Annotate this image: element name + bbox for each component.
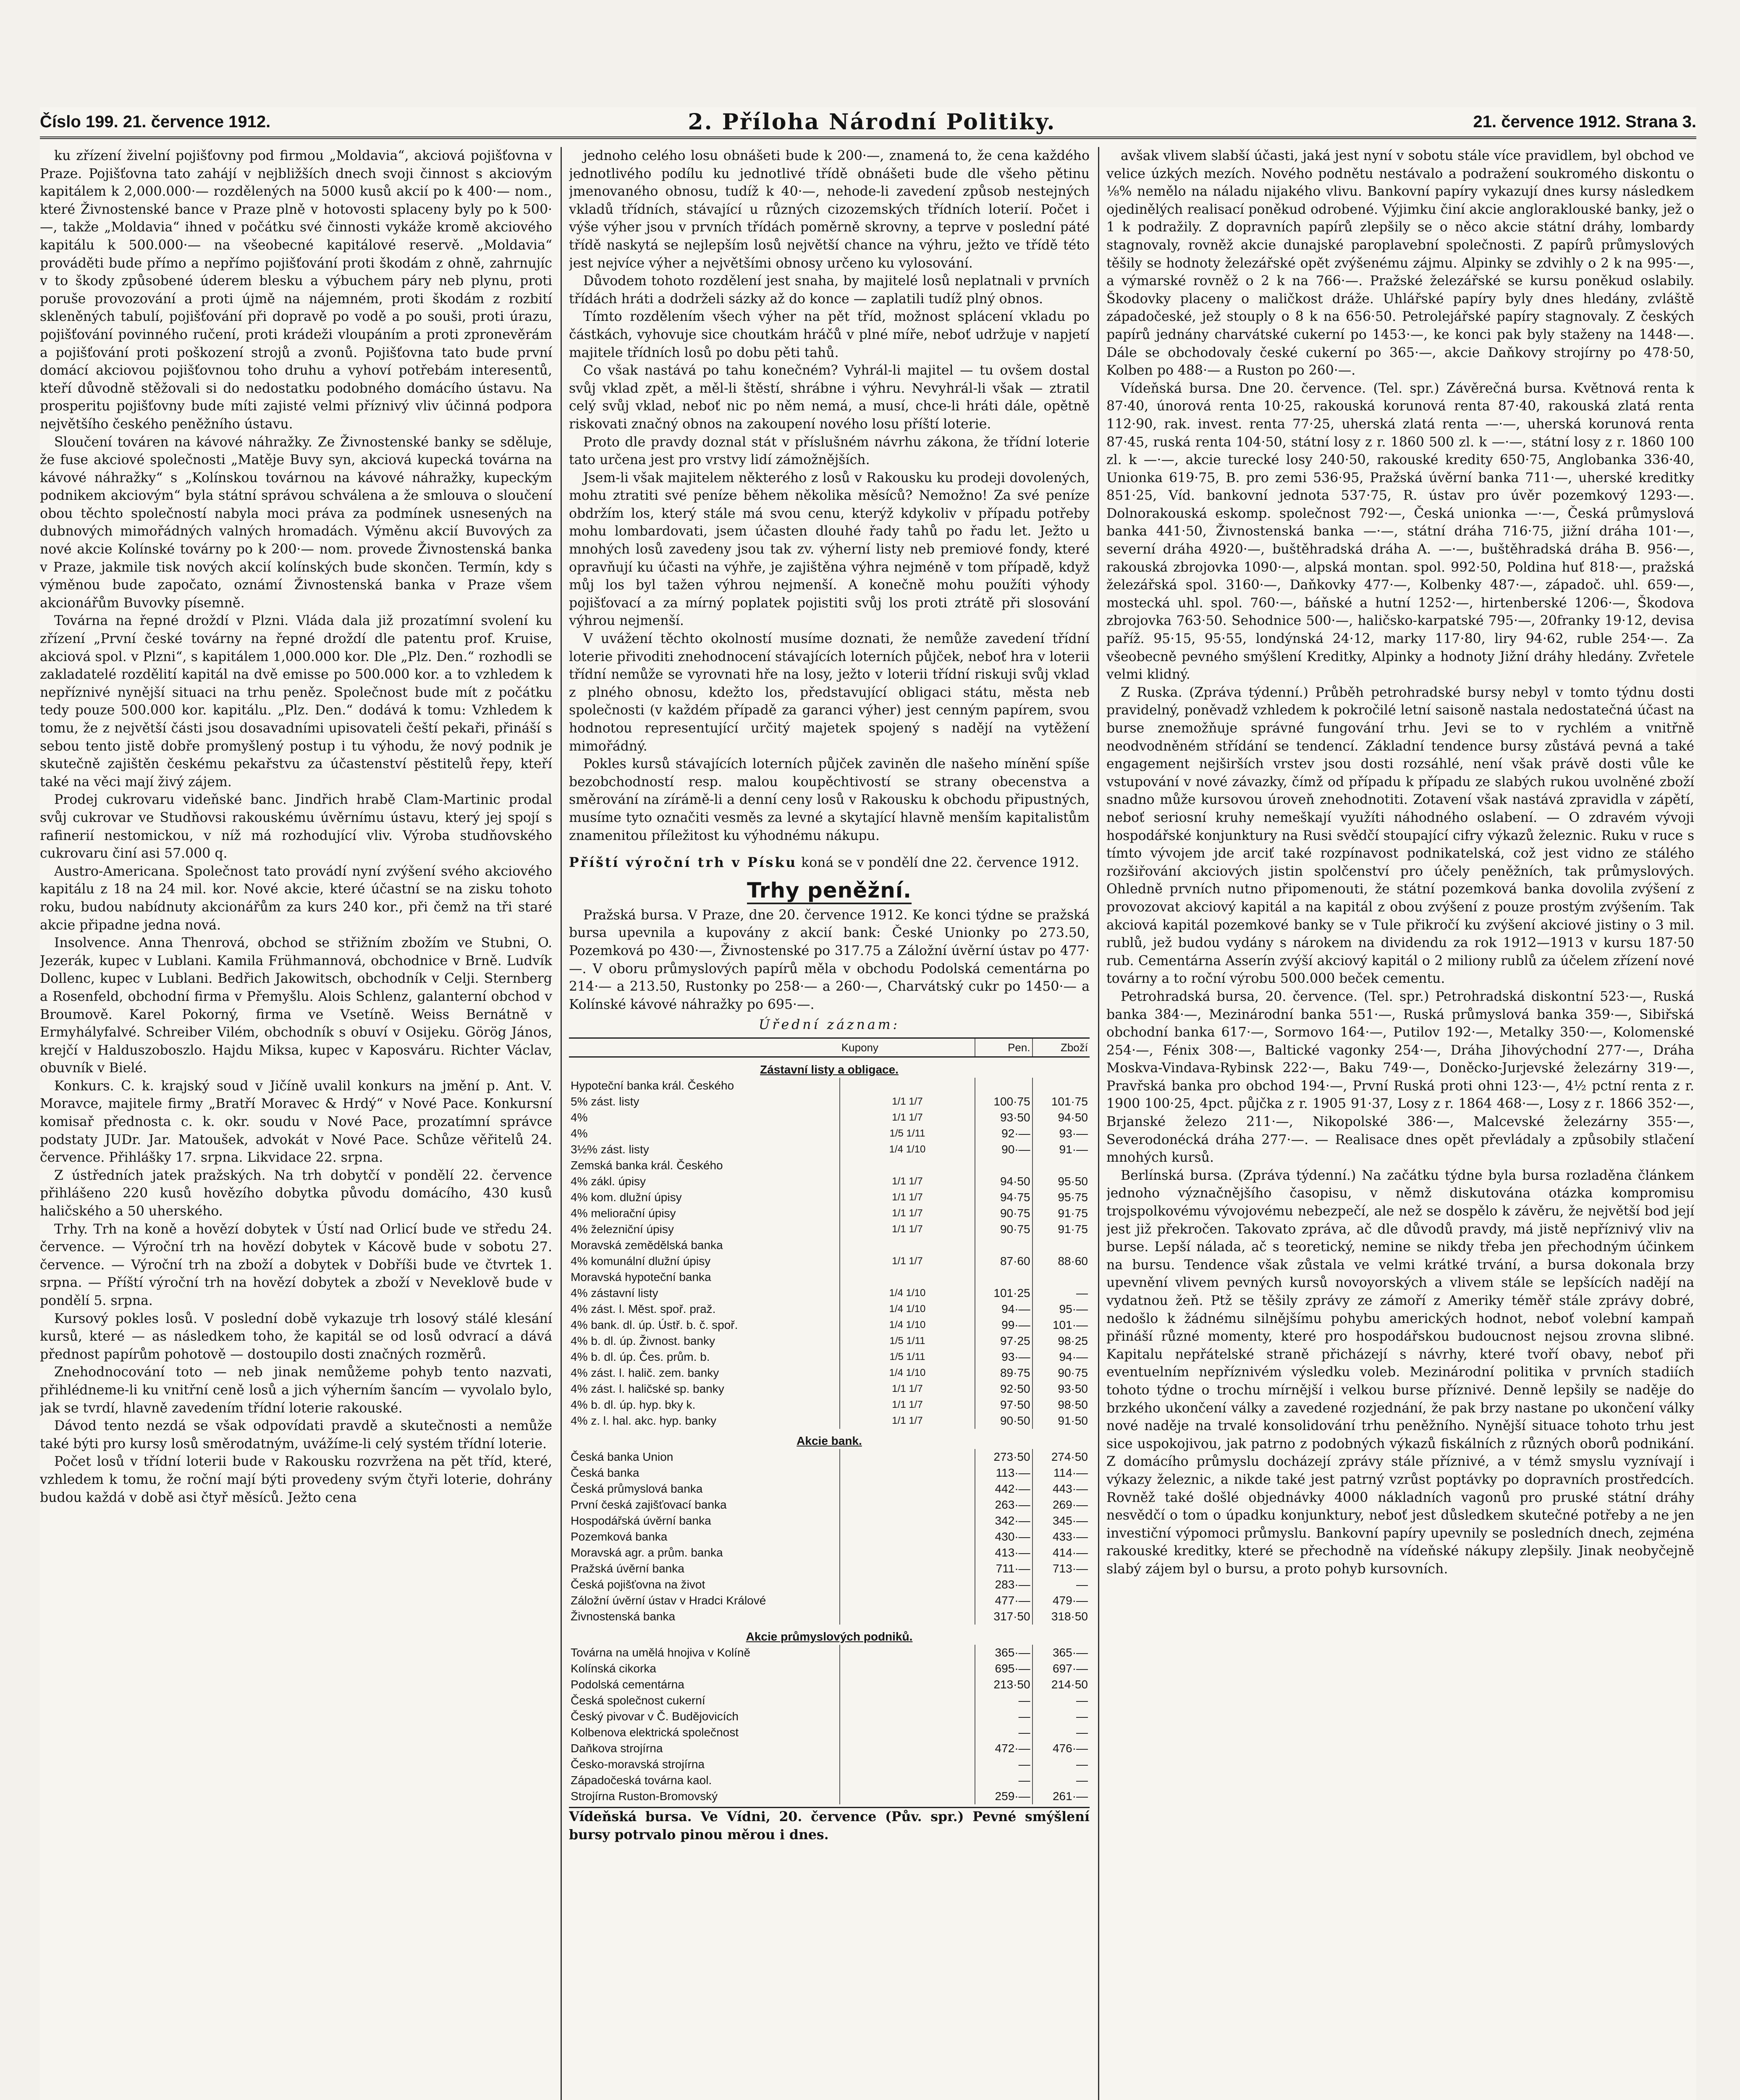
coupon-dates	[840, 1561, 975, 1577]
table-row	[569, 1253, 1090, 1269]
column-3	[1106, 147, 1694, 2100]
money-price: 430·—	[975, 1529, 1032, 1545]
money-price	[975, 1237, 1032, 1253]
goods-price: 98·50	[1032, 1397, 1090, 1413]
money-price: 113·—	[975, 1465, 1032, 1481]
table-row	[569, 1772, 1090, 1788]
money-price: 90·75	[975, 1205, 1032, 1221]
coupon-dates: 1/1 1/7	[840, 1221, 975, 1237]
money-markets-heading: Trhy peněžní.	[569, 879, 1090, 902]
goods-price: —	[1032, 1577, 1090, 1593]
table-row	[569, 1740, 1090, 1756]
section-title: Akcie bank.	[797, 1434, 862, 1447]
column-1	[40, 147, 552, 2100]
coupon-dates: 1/1 1/7	[840, 1397, 975, 1413]
security-name: Zemská banka král. Českého	[571, 1158, 723, 1172]
coupon-dates	[840, 1545, 975, 1561]
security-name: 4% b. dl. úp. Čes. prům. b.	[571, 1350, 710, 1363]
goods-price: 95·75	[1032, 1189, 1090, 1205]
article-paragraph: V uvážení těchto okolností musíme doznati, že nemůže zavedení třídní loterie přivoditi znehodnocení stávajících loterních půjček, neboť hra v loterii třídní nemůže se vyrovnati hře na losy, ježto v loterii třídní riskuji svůj vklad z plného obnosu, kdežto los, představující obligaci státu, města neb společnosti (v každém případě za garanci výher) jest cenným papírem, svou hodnotou representující určitý majetek spojený s nadějí na vytěžení mimořádný.	[569, 631, 1090, 754]
table-row	[569, 1465, 1090, 1481]
article-paragraph: Z ústředních jatek pražských. Na trh dobytčí v pondělí 22. července přihlášeno 220 kusů hovězího dobytka původu domácího, 430 kusů haličského a 50 uherského.	[40, 1168, 552, 1219]
goods-price: 697·—	[1032, 1661, 1090, 1677]
table-row	[569, 1221, 1090, 1237]
table-row	[569, 1677, 1090, 1693]
money-price: 94·75	[975, 1189, 1032, 1205]
table-row	[569, 1094, 1090, 1110]
goods-price: —	[1032, 1285, 1090, 1301]
coupon-dates	[840, 1725, 975, 1740]
section-title: Akcie průmyslových podniků.	[746, 1630, 913, 1643]
article-paragraph: Austro-Americana. Společnost tato provádí nyní zvýšení svého akciového kapitálu z 18 na 24 mil. kor. Nové akcie, které účastní se na zisku tohoto roku, budou nabídnuty akcionářům za kurs 240 kor., při čemž na tři staré akcie připadne jedna nová.	[40, 864, 552, 933]
money-price: 92·50	[975, 1381, 1032, 1397]
security-name: Živnostenská banka	[571, 1609, 676, 1623]
goods-price: —	[1032, 1709, 1090, 1725]
goods-price: 476·—	[1032, 1740, 1090, 1756]
coupon-dates: 1/1 1/7	[840, 1173, 975, 1189]
security-name: Český pivovar v Č. Budějovicích	[571, 1709, 739, 1723]
coupon-dates: 1/4 1/10	[840, 1365, 975, 1381]
table-row	[569, 1661, 1090, 1677]
article-paragraph: Petrohradská bursa, 20. července. (Tel. spr.) Petrohradská diskontní 523·—, Ruská banka 384·—, Mezinárodní banka 551·—, Ruská průmyslová banka 359·—, Sibiřská obchodní banka 617·—, Sormovo 164·—, Putilov 192·—, Metalky 350·—, Kolomenské 254·—, Fénix 308·—, Baltické vagonky 254·—, Dráha Jihovýchodní 277·—, Dráha Moskva-Vindava-Rybinsk 222·—, Baku 749·—, Doněcko-Jurjevské železárny 319·—, Pravřská banka pro obchod 194·—, První Ruská proti ohni 123·—, 4½ pctní renta z r. 1900 100·25, 4pct. půjčka z r. 1905 91·37, Losy z r. 1864 468·—, Losy z r. 1866 352·—, Brjanské železo 211·—, Nikopolské 386·—, Malcevské železárny 355·—, Severodonécká dráha 277·—. — Realisace dnes opět převládaly a způsobily stlačení mnohých kursů.	[1106, 989, 1694, 1166]
table-row	[569, 1317, 1090, 1333]
page-info: 21. července 1912. Strana 3.	[1473, 112, 1696, 131]
article-paragraph: Sloučení továren na kávové náhražky. Ze Živnostenské banky se sděluje, že fuse akciové společnosti „Matěje Buvy syn, akciová kupecká továrna na kávové náhražky“ s „Kolínskou továrnou na kávové náhražky, kupeckým podnikem akciovým“ byla státní správou schválena a že smlouva o sloučení obou těchto společností nabyla moci práva za podmínek usnesených na dubnových mimořádných valných hromadách. Výměnu akcií Buvových za nové akcie Kolínské továrny po k 200·— nom. provede Živnostenská banka v Praze, jakmile tisk nových akcií kolínských bude skončen. Termín, kdy s výměnou bude započato, oznámí Živnostenská banka v Praze všem akcionářům Buvovky písemně.	[40, 434, 552, 611]
table-section-heading	[569, 1429, 1090, 1449]
security-name: Česká banka	[571, 1466, 639, 1479]
article-paragraph: Jsem-li však majitelem některého z losů v Rakousku ku prodeji dovolených, mohu ztratiti své peníze během několika měsíců? Nemožno! Za své peníze obdržím los, který stále má svou cenu, kterýž kdykoliv v případu potřeby mohu lombardovati, jsem účasten dlouhé řady tahů po řadu let. Ježto u mnohých losů zavedeny jsou tak zv. výherní listy neb premiové fondy, které opravňují ku účasti na výhře, je zajištěna výhra nejméně v tom případě, když můj los byl tažen výhrou nejmenší. A konečně mohu použíti výhody pojišťovací a za mírný poplatek pojistiti svůj los proti ztrátě při slosování výhrou nejmenší.	[569, 470, 1090, 629]
security-name: 4% z. l. hal. akc. hyp. banky	[571, 1414, 717, 1427]
goods-price: 274·50	[1032, 1449, 1090, 1465]
security-name: Česká průmyslová banka	[571, 1482, 703, 1495]
money-price: 442·—	[975, 1481, 1032, 1497]
security-name: Moravská agr. a prům. banka	[571, 1546, 723, 1559]
money-price: 90·50	[975, 1413, 1032, 1429]
table-row	[569, 1285, 1090, 1301]
security-name: 4%	[571, 1110, 588, 1124]
table-row	[569, 1709, 1090, 1725]
coupon-dates	[840, 1709, 975, 1725]
coupon-dates	[840, 1078, 975, 1094]
money-price: 90·—	[975, 1142, 1032, 1158]
money-price: 93·—	[975, 1349, 1032, 1365]
coupon-dates	[840, 1772, 975, 1788]
coupon-dates: 1/1 1/7	[840, 1253, 975, 1269]
table-row	[569, 1788, 1090, 1804]
article-paragraph: Proto dle pravdy doznal stát v příslušném návrhu zákona, že třídní loterie tato určena jest pro vrstvy lidí zámožnějších.	[569, 434, 1090, 468]
table-row	[569, 1333, 1090, 1349]
goods-price	[1032, 1237, 1090, 1253]
security-name: Česká banka Union	[571, 1450, 673, 1463]
coupon-dates: 1/5 1/11	[840, 1126, 975, 1142]
table-header-row	[569, 1038, 1090, 1057]
security-name: Podolská cementárna	[571, 1677, 684, 1691]
money-price: —	[975, 1693, 1032, 1709]
goods-price: 93·50	[1032, 1381, 1090, 1397]
security-name: 4% zást. l. haličské sp. banky	[571, 1382, 724, 1395]
table-row	[569, 1545, 1090, 1561]
security-name: Hypoteční banka král. Českého	[571, 1079, 734, 1092]
vienna-bourse-note: Vídeňská bursa. Ve Vídni, 20. července (Pův. spr.) Pevné smýšlení bursy potrvalo pinou měrou i dnes.	[569, 1807, 1090, 1844]
table-row	[569, 1381, 1090, 1397]
supplement-title: 2. Příloha Národní Politiky.	[688, 109, 1056, 135]
security-name: 4% kom. dlužní úpisy	[571, 1190, 682, 1204]
security-name: Továrna na umělá hnojiva v Kolíně	[571, 1646, 751, 1659]
security-name: Západočeská továrna kaol.	[571, 1773, 712, 1787]
table-row	[569, 1513, 1090, 1529]
coupon-dates	[840, 1645, 975, 1661]
goods-price: —	[1032, 1756, 1090, 1772]
coupon-dates: 1/1 1/7	[840, 1381, 975, 1397]
quotes-body	[569, 1057, 1090, 1804]
goods-price: 88·60	[1032, 1253, 1090, 1269]
goods-price: 94·50	[1032, 1110, 1090, 1126]
table-row	[569, 1269, 1090, 1285]
table-row	[569, 1756, 1090, 1772]
quotes-table	[569, 1037, 1090, 1804]
table-header: Pen.	[975, 1038, 1032, 1057]
security-name: Hospodářská úvěrní banka	[571, 1514, 711, 1527]
coupon-dates	[840, 1449, 975, 1465]
goods-price: 345·—	[1032, 1513, 1090, 1529]
security-name: 5% zást. listy	[571, 1095, 639, 1108]
money-price: 342·—	[975, 1513, 1032, 1529]
money-price: 101·25	[975, 1285, 1032, 1301]
money-price: 259·—	[975, 1788, 1032, 1804]
security-name: Strojírna Ruston-Bromovský	[571, 1789, 718, 1803]
table-row	[569, 1725, 1090, 1740]
table-row	[569, 1449, 1090, 1465]
article-paragraph: Co však nastává po tahu konečném? Vyhrál-li majitel — tu ovšem dostal svůj vklad zpět, a měl-li štěstí, shrábne i výhru. Nevyhrál-li však — ztratil celý svůj vklad, neboť nic po něm nemá, a musí, chce-li hráti dále, opětně riskovati značný obnos na zakoupení nového losu příští loterie.	[569, 363, 1090, 432]
money-price: 263·—	[975, 1497, 1032, 1513]
security-name: Daňkova strojírna	[571, 1741, 663, 1755]
security-name: 4% meliorační úpisy	[571, 1206, 676, 1220]
coupon-dates	[840, 1788, 975, 1804]
article-paragraph: Počet losů v třídní loterii bude v Rakousku rozvržena na pět tříd, které, vzhledem k tomu, že roční mají býti provedeny svým čtyři loterie, dohrány budou každá v době asi čtyř měsíců. Ježto cena	[40, 1454, 552, 1505]
coupon-dates: 1/1 1/7	[840, 1413, 975, 1429]
money-price: 100·75	[975, 1094, 1032, 1110]
money-price: 97·25	[975, 1333, 1032, 1349]
goods-price: 414·—	[1032, 1545, 1090, 1561]
security-name: 4% b. dl. úp. hyp. bky k.	[571, 1398, 696, 1411]
coupon-dates: 1/4 1/10	[840, 1285, 975, 1301]
article-paragraph: Berlínská bursa. (Zpráva týdenní.) Na začátku týdne byla bursa rozladěna článkem jednoho význačnějšího časopisu, v němž diskutována otázka kompromisu trojspolkovému vývojovému nebezpečí, ale než se dospělo k závěru, že největší bod její jest již překročen. Takovato zpráva, ač dle důvodů pravdy, má jistě nepříznivý vliv na burse. Lepší nálada, ač s teoretický, nemine se nikdy třeba jen přechodným účinkem na bursu. Tendence však zůstala ve velmi krátké trvání, a bursa dokonala brzy upevnění vlivem pevných kursů novoyorských a vlivem stále se lepšících nadějí na vydatnou žeň. Ptž se těšily zprávy ze zámoří z Ameriky téměř stále zprávy dobré, nedošlo k žádnému silnějšímu pohybu amerických hodnot, neboť volební kampaň přináší různé momenty, které pro hospodářskou budoucnost nejsou zrovna slibné. Kapitalu nepřátelské straně přicházejí s návrhy, které tvoří obavy, neboť při eventuelním nepříznivém výsledku voleb. Mezinárodní politika v prvních stadiích tohoto týdne o trochu mírnější i velkou burse příznivé. Denně lepšily se naděje do brzkého ukončení války a zavedené rozjednání, že pak brzy nastane po ukončení války nové naděje na trvalé konsolidování trhu peněžního. Nynější situace tohoto trhu jest sice uspokojivou, jak patrno z podobných výkazů fiskálních z různých oborů podnikání. Z domácího průmyslu docházejí zprávy stále příznivé, a v témž smyslu vyznívají i výkazy železnic, a nikde také jest patrný vzrůst poptávky po dopravních prostředcích. Rovněž také došlé objednávky 4000 nákladních vagonů pro pruské státní dráhy nesvědčí o tom o úpadku konjunktury, neboť jest důsledkem skutečné potřeby a ne jen investiční výpomoci průmyslu. Bankovní papíry upevnily se posledních dnech, zejména rakouské kreditky, které se přechodně na vídeňské nákupy zlepšily. Jinak neobyčejně slabý zájem byl o bursu, a proto pohyb kursovních.	[1106, 1168, 1694, 1577]
table-header	[569, 1038, 840, 1057]
coupon-dates	[840, 1593, 975, 1609]
issue-info: Číslo 199. 21. července 1912.	[40, 112, 271, 131]
prague-bourse-report: Pražská bursa. V Praze, dne 20. července 1912. Ke konci týdne se pražská bursa upevnila a kupovány z akcií bank: České Unionky po 273.50, Pozemková po 430·—, Živnostenské po 317.75 a Záložní úvěrní ústav po 477·—. V oboru průmyslových papírů měla v obchodu Podolská cementárna po 214·— a 213.50, Rustonky po 258·— a 260·—, Charvátský cukr po 1450·— a Kolínské kávové náhražky po 695·—.	[569, 907, 1090, 1012]
coupon-dates: 1/5 1/11	[840, 1349, 975, 1365]
table-row	[569, 1158, 1090, 1173]
coupon-dates: 1/1 1/7	[840, 1205, 975, 1221]
money-price	[975, 1158, 1032, 1173]
table-row	[569, 1349, 1090, 1365]
table-row	[569, 1529, 1090, 1545]
money-price: 94·50	[975, 1173, 1032, 1189]
table-section-heading	[569, 1625, 1090, 1645]
article-paragraph: Vídeňská bursa. Dne 20. července. (Tel. spr.) Závěrečná bursa. Květnová renta k 87·40, únorová renta 10·25, rakouská korunová renta 87·40, rakouská zlatá renta 112·90, rak. invest. renta 77·25, uherská zlatá renta —·—, uherská korunová renta 87·45, ruská renta 104·50, státní losy z r. 1860 500 zl. k —·—, státní losy z r. 1860 100 zl. k —·—, akcie turecké losy 240·50, rakouské kredity 650·75, Anglobanka 336·40, Unionka 619·75, B. pro zemi 536·95, Pražská úvěrní banka 711·—, uherské kreditky 851·25, Víd. bankovní jednota 537·75, R. ústav pro úvěr pozemkový 1293·—. Dolnorakouská eskomp. společnost 792·—, Česká unionka —·—, Česká průmyslová banka 441·50, Živnostenská banka —·—, státní dráha 716·75, jižní dráha 101·—, severní dráha 4920·—, buštěhradská dráha A. —·—, buštěhradská dráha B. 956·—, rakouská zbrojovka 1090·—, alpská montan. spol. 992·50, Poldina huť 818·—, pražská železářská spol. 3160·—, Daňkovky 477·—, Kolbenky 487·—, západoč. uhl. 659·—, mostecká uhl. spol. 760·—, báňské a hutní 1252·—, hirtenberské 1206·—, Škodova zbrojovka 763·50. Sehodnice 500·—, haličsko-karpatské 795·—, 20franky 19·12, devisa paříž. 95·15, 95·55, londýnská 24·12, marky 117·80, liry 94·62, ruble 254·—. Za všeobecně pevného smýšlení Kreditky, Alpinky a hodnoty Jižní dráhy hledány. Zvřetele velmi klidný.	[1106, 381, 1694, 682]
money-price: 317·50	[975, 1609, 1032, 1625]
security-name: Česká společnost cukerní	[571, 1693, 705, 1707]
security-name: Pozemková banka	[571, 1530, 668, 1543]
coupon-dates	[840, 1465, 975, 1481]
money-price: 90·75	[975, 1221, 1032, 1237]
coupon-dates: 1/5 1/11	[840, 1333, 975, 1349]
security-name: Záložní úvěrní ústav v Hradci Králové	[571, 1593, 766, 1607]
official-record-label: Úřední záznam:	[758, 1017, 900, 1033]
money-price: —	[975, 1709, 1032, 1725]
security-name: Pražská úvěrní banka	[571, 1562, 684, 1575]
security-name: Kolínská cikorka	[571, 1662, 656, 1675]
money-price: 89·75	[975, 1365, 1032, 1381]
money-price: 472·—	[975, 1740, 1032, 1756]
security-name: Česko-moravská strojírna	[571, 1757, 705, 1771]
table-row	[569, 1078, 1090, 1094]
money-price: 283·—	[975, 1577, 1032, 1593]
coupon-dates	[840, 1577, 975, 1593]
article-paragraph: Důvodem tohoto rozdělení jest snaha, by majitelé losů neplatnali v prvních třídách hráti a dodrželi sázky až do konce — zaplatili tudíž plný obnos.	[569, 273, 1090, 307]
money-price: 477·—	[975, 1593, 1032, 1609]
article-paragraph: Dávod tento nezdá se však odpovídati pravdě a skutečnosti a nemůže také býti pro kursy losů směrodatným, uvážíme-li celý systém třídní loterie.	[40, 1418, 552, 1452]
money-price: 413·—	[975, 1545, 1032, 1561]
money-price: 92·—	[975, 1126, 1032, 1142]
article-paragraph: Prodej cukrovaru videňské banc. Jindřich hrabě Clam-Martinic prodal svůj cukrovar ve Studňovsi rakouskému úvěrnímu ústavu, který jej spojí s rafinerií nestomickou, v níž má rozhodující vliv. Výroba studňovského cukrovaru činí asi 57.000 q.	[40, 792, 552, 861]
article-paragraph: ku zřízení živelní pojišťovny pod firmou „Moldavia“, akciová pojišťovna v Praze. Pojišťovna tato zahájí v nejbližších dnech svoji činnost s akciovým kapitálem k 2,000.000·— rozdělených na 5000 kusů akcií po k 400·— nom., které Živnostenské bance v Praze plně v hotovosti splaceny byly po k 500·—, takže „Moldavia“ ihned v počátku své činnosti vykáže kromě akciového kapitálu k 500.000·— na všeobecné kapitálové reservě. „Moldavia“ prováděti bude přímo a nepřímo pojišťování proti škodám z ohně, zahrnujíc v to škody způsobené úderem blesku a výbuchem páry neb plynu, proti poruše provozování a proti újmě na nájemném, proti škodám z rozbití skleněných tabulí, pojišťování při dopravě po vodě a po souši, proti úrazu, pojišťování povinného ručení, proti krádeži vloupáním a proti zpronevěrám a pojišťování proti poškození strojů a zvonů. Pojišťovna tato bude první domácí akciovou pojišťovnou toho druhu a vyhoví potřebám interesentů, kteří důvodně stěžovali si do nedostatku podobného domácího ústavu. Na prosperitu pojišťovny bude míti zajisté velmi příznivý vliv účinná podpora největšího českého peněžního ústavu.	[40, 148, 552, 432]
table-row	[569, 1189, 1090, 1205]
money-price: 695·—	[975, 1661, 1032, 1677]
table-row	[569, 1205, 1090, 1221]
table-row	[569, 1173, 1090, 1189]
security-name: 4% b. dl. úp. Živnost. banky	[571, 1334, 715, 1347]
money-price: —	[975, 1756, 1032, 1772]
article-paragraph: Z Ruska. (Zpráva týdenní.) Průběh petrohradské bursy nebyl v tomto týdnu dosti pravidelný, poněvadž vzhledem k pokročilé letní saisoně nastala nedostatečná účast na burse znemožňuje správné fungování trhu. Jevi se to v rychlém a vnitřně neodvodněném střídání se tendencí. Základní tendence bursy zůstává pevná a také engagement nejširších vrstev jsou dosti rozsáhlé, není však právě dosti vůle ke vstupování v nové závazky, čímž od případu k případu ze slabých rukou uvolněné zboží snadno může kursovou úroveň znehodnotiti. Zotavení však nastává zpravidla v zápětí, neboť seriosní kruhy nemeškají využíti náhodného oslabení. — O zdravém vývoji hospodářské konjunktury na Rusi svědčí stoupající cifry výkazů železnic. Ruku v ruce s tímto vývojem jde arciť také rozpínavost podnikatelská, což jest vidno ze stálého rozšiřování akciových jistin spolčenství pro účely peněžních, tak průmyslových. Ohledně prvních nutno připomenouti, že státní pozemková banka dovolila zvýšení z provozovat akciový kapitál a na kapitál z obou zvýšení z pouze prostým zvýšením. Tak akciová kapitál pozemkové banky se v Tule přikročí ku zvýšení akciové jistiny o 3 mil. rublů, jež budou vydány s nárokem na dividendu za rok 1912—1913 v kursu 187·50 rub. Cementárna Asserín zvýší akciový kapitál o 2 miliony rublů za účelem zřízení nové továrny a to roční výrobu 500.000 beček cementu.	[1106, 685, 1694, 987]
coupon-dates	[840, 1661, 975, 1677]
security-name: 4% železniční úpisy	[571, 1222, 674, 1236]
goods-price: 101·75	[1032, 1094, 1090, 1110]
table-row	[569, 1693, 1090, 1709]
goods-price: 114·—	[1032, 1465, 1090, 1481]
section-title: Zástavní listy a obligace.	[760, 1063, 899, 1076]
table-section-heading	[569, 1057, 1090, 1078]
goods-price: —	[1032, 1693, 1090, 1709]
money-price	[975, 1078, 1032, 1094]
security-name: 4% komunální dlužní úpisy	[571, 1254, 711, 1268]
table-header: Zboží	[1032, 1038, 1090, 1057]
goods-price: 90·75	[1032, 1365, 1090, 1381]
goods-price: 101·—	[1032, 1317, 1090, 1333]
coupon-dates	[840, 1756, 975, 1772]
money-price: —	[975, 1772, 1032, 1788]
goods-price: 95·50	[1032, 1173, 1090, 1189]
article-paragraph: Kursový pokles losů. V poslední době vykazuje trh losový stálé klesání kursů, které — as následkem toho, že kapitál se od losů odvrací a dává přednost papírům pohotově — dostoupilo dosti značných rozměrů.	[40, 1311, 552, 1362]
article-paragraph: Pokles kursů stávajících loterních půjček zaviněn dle našeho mínění spíše bezobchodností resp. malou koupěchtivostí se strany obecenstva a směrování na zírámě-li a denní ceny losů v Rakousku k obchodu připustných, musíme tyto označiti vesměs za levné a skytající hlavně menším kapitalistům znamenitou příležitost ku výhodnému nákupu.	[569, 756, 1090, 843]
security-name: 4% bank. dl. úp. Ústř. b. č. spoř.	[571, 1318, 738, 1331]
table-row	[569, 1561, 1090, 1577]
table-row	[569, 1609, 1090, 1625]
goods-price: —	[1032, 1772, 1090, 1788]
goods-price: 91·50	[1032, 1413, 1090, 1429]
money-price: 87·60	[975, 1253, 1032, 1269]
coupon-dates: 1/1 1/7	[840, 1189, 975, 1205]
goods-price: 94·—	[1032, 1349, 1090, 1365]
goods-price: 91·75	[1032, 1221, 1090, 1237]
table-row	[569, 1497, 1090, 1513]
article-paragraph: Konkurs. C. k. krajský soud v Jičíně uvalil konkurs na jmění p. Ant. V. Moravce, majitele firmy „Bratří Moravec & Hrdý“ v Nové Pace. Konkursní komisař přednosta c. k. okr. soudu v Nové Pace, prozatímní správce podstaty JUDr. Jar. Matoušek, advokát v Nové Pace. Schůze věřitelů 24. července. Přihlášky 17. srpna. Likvidace 22. srpna.	[40, 1078, 552, 1166]
coupon-dates	[840, 1609, 975, 1625]
security-name: Kolbenova elektrická společnost	[571, 1725, 739, 1739]
security-name: 4%	[571, 1126, 588, 1140]
table-row	[569, 1126, 1090, 1142]
security-name: Moravská hypoteční banka	[571, 1270, 711, 1284]
goods-price: 443·—	[1032, 1481, 1090, 1497]
goods-price: 98·25	[1032, 1333, 1090, 1349]
table-row	[569, 1365, 1090, 1381]
table-row	[569, 1645, 1090, 1661]
goods-price: 713·—	[1032, 1561, 1090, 1577]
article-paragraph: Tímto rozdělením všech výher na pět tříd, možnost splácení vkladu po částkách, vyhovuje sice choutkám hráčů v plné míře, neboť udržuje v napjetí majitele třídních losů po dobu pěti tahů.	[569, 309, 1090, 360]
money-price: 97·50	[975, 1397, 1032, 1413]
goods-price: 93·—	[1032, 1126, 1090, 1142]
table-row	[569, 1577, 1090, 1593]
table-row	[569, 1142, 1090, 1158]
article-paragraph: Trhy. Trh na koně a hovězí dobytek v Ústí nad Orlicí bude ve středu 24. července. — Výroční trh na hovězí dobytek v Kácově bude v sobotu 27. července. — Výroční trh na zboží a dobytek v Dobříši bude ve čtvrtek 1. srpna. — Příští výroční trh na hovězí dobytek a zboží v Neveklově bude v pondělí 5. srpna.	[40, 1221, 552, 1308]
goods-price: 318·50	[1032, 1609, 1090, 1625]
column-2	[569, 147, 1090, 2100]
columns	[40, 147, 1696, 2100]
article-paragraph: avšak vlivem slabší účasti, jaká jest nyní v sobotu stále více pravidlem, byl obchod ve velice úzkých mezích. Nového podnětu nestávalo a podražení soukromého diskontu o ⅛% nemělo na náladu nijakého vlivu. Bankovní papíry vykazují dnes kursy následkem ojedinělých realisací poněkud odrobené. Výjimku činí akcie angloraklouské banky, jež o 1 k podražily. Z dopravních papírů zlepšily se o něco akcie státní dráhy, lombardy stagnovaly, rovněž akcie dunajské paroplavební společnosti. Z papírů průmyslových těšily se hodnoty železářské opět zvýšenému zájmu. Alpinky se zdvihly o 2 k na 995·—, a výmarské rovněž o 2 k na 766·—. Pražské železářské se kursu poněkud oslabily. Škodovky placeny o maličkost dráže. Uhlářské papíry byly dnes hledány, zvláště západočeské, jež stouply o 8 k na 656·50. Petrolejářské papíry stagnovaly. Z českých papírů jednány charvátské cukerní po 1453·—, ke konci pak byly staženy na 1448·—. Dále se obchodovaly české cukerní po 365·—, akcie Daňkovy strojírny po 478·50, Kolben po 488·— a Ruston po 260·—.	[1106, 148, 1694, 378]
security-name: 4% zástavní listy	[571, 1286, 658, 1299]
coupon-dates	[840, 1158, 975, 1173]
money-price: 711·—	[975, 1561, 1032, 1577]
article-paragraph: Továrna na řepné droždí v Plzni. Vláda dala již prozatímní svolení ku zřízení „První české továrny na řepné droždí dle patentu prof. Kruise, akciová spol. v Plzni“, s kapitálem 1,000.000 kor. Dle „Plz. Den.“ rozhodli se zakladatelé rozdělití kapitál na dvě emisse po 500.000 kor. a to vzhledem k nepříznivé nynější situaci na trhu peněz. Společnost bude mít z počátku tedy pouze 500.000 kor. kapitálu. „Plz. Den.“ dodává k tomu: Vzhledem k tomu, že z největší části jsou dosavadními upisovateli čeští pekaři, přináší s sebou tento jistě dobře promyšlený postup i tu výhodu, že nový podnik je skutečně zajištěn českému pekařstvu za účastenství pěstitelů řepy, kteří také na věci mají živý zájem.	[40, 613, 552, 790]
coupon-dates: 1/1 1/7	[840, 1094, 975, 1110]
goods-price: 214·50	[1032, 1677, 1090, 1693]
coupon-dates	[840, 1740, 975, 1756]
coupon-dates	[840, 1693, 975, 1709]
page-header	[40, 107, 1696, 139]
security-name: 4% zást. l. Měst. spoř. praž.	[571, 1302, 716, 1315]
security-name: Česká pojišťovna na život	[571, 1578, 705, 1591]
table-header: Kupony	[840, 1038, 975, 1057]
newspaper-page	[40, 107, 1696, 2100]
article-paragraph: Insolvence. Anna Thenrová, obchod se střižním zbožím ve Stubni, O. Jezerák, kupec v Lublani. Kamila Frühmannová, obchodnice v Brně. Ludvík Dollenc, kupec v Lublani. Bedřich Jakowitsch, obchodník v Celji. Sternberg a Rosenfeld, obchodní firma v Přemyšlu. Alois Schlenz, galanterní obchod v Broumově. Karel Pokorný, firma ve Vsetíně. Weiss Bernátně v Ermyhályfalvé. Schreiber Vilém, obchodník s obuví v Osijeku. Görög János, krejčí v Halduszoboszlo. Hajdu Miksa, kupec v Kaposváru. Richter Václav, obuvník v Bielé.	[40, 935, 552, 1076]
security-name: 3½% zást. listy	[571, 1142, 649, 1156]
goods-price: 365·—	[1032, 1645, 1090, 1661]
table-row	[569, 1237, 1090, 1253]
coupon-dates: 1/4 1/10	[840, 1301, 975, 1317]
table-row	[569, 1110, 1090, 1126]
coupon-dates	[840, 1237, 975, 1253]
table-row	[569, 1413, 1090, 1429]
fair-text: koná se v pondělí dne 22. července 1912.	[801, 855, 1080, 871]
goods-price: 261·—	[1032, 1788, 1090, 1804]
goods-price	[1032, 1269, 1090, 1285]
coupon-dates	[840, 1513, 975, 1529]
table-row	[569, 1593, 1090, 1609]
coupon-dates	[840, 1481, 975, 1497]
security-name: Moravská zemědělská banka	[571, 1238, 723, 1252]
goods-price	[1032, 1078, 1090, 1094]
fair-notice	[569, 854, 1090, 872]
security-name: První česká zajišťovací banka	[571, 1498, 727, 1511]
fair-title: Příští výroční trh v Písku	[569, 855, 797, 871]
money-price: 94·—	[975, 1301, 1032, 1317]
goods-price: 269·—	[1032, 1497, 1090, 1513]
article-paragraph: jednoho celého losu obnášeti bude k 200·—, znamená to, že cena každého jednotlivého podílu ku jednotlivé třídě obnášeti bude dle všeho pětinu jmenovaného obnosu, tudíž k 40·—, nehode-li zavedení způsob nestejných vkladů třídních, stávající u různých cizozemských třídních loterií. Počet i výše výher jsou v prvních třídách poměrně skrovny, a teprve v poslední páté třídě naskytá se nejlepším losů největší chance na výhru, ježto ve třídě této jest nejvíce výher a největšími obnosy určeno ku vylosování.	[569, 148, 1090, 271]
security-name: 4% zást. l. halič. zem. banky	[571, 1366, 719, 1379]
table-row	[569, 1397, 1090, 1413]
money-price	[975, 1269, 1032, 1285]
coupon-dates	[840, 1529, 975, 1545]
coupon-dates	[840, 1497, 975, 1513]
goods-price	[1032, 1158, 1090, 1173]
coupon-dates: 1/4 1/10	[840, 1317, 975, 1333]
money-price: 365·—	[975, 1645, 1032, 1661]
coupon-dates: 1/1 1/7	[840, 1110, 975, 1126]
goods-price: 433·—	[1032, 1529, 1090, 1545]
table-row	[569, 1301, 1090, 1317]
money-price: 213·50	[975, 1677, 1032, 1693]
coupon-dates: 1/4 1/10	[840, 1142, 975, 1158]
table-row	[569, 1481, 1090, 1497]
money-price: 273·50	[975, 1449, 1032, 1465]
money-price: —	[975, 1725, 1032, 1740]
coupon-dates	[840, 1269, 975, 1285]
money-price: 93·50	[975, 1110, 1032, 1126]
article-paragraph: Znehodnocování toto — neb jinak nemůžeme pohyb tento nazvati, přihlédneme-li ku vnitřní ceně losů a jich výherním šancím — vyvolalo bylo, jak se tvrdí, hlavně zavedením třídní loterie rakouské.	[40, 1365, 552, 1416]
goods-price: 91·—	[1032, 1142, 1090, 1158]
security-name: 4% zákl. úpisy	[571, 1174, 646, 1188]
goods-price: 91·75	[1032, 1205, 1090, 1221]
money-price: 99·—	[975, 1317, 1032, 1333]
goods-price: 95·—	[1032, 1301, 1090, 1317]
coupon-dates	[840, 1677, 975, 1693]
goods-price: 479·—	[1032, 1593, 1090, 1609]
goods-price: —	[1032, 1725, 1090, 1740]
